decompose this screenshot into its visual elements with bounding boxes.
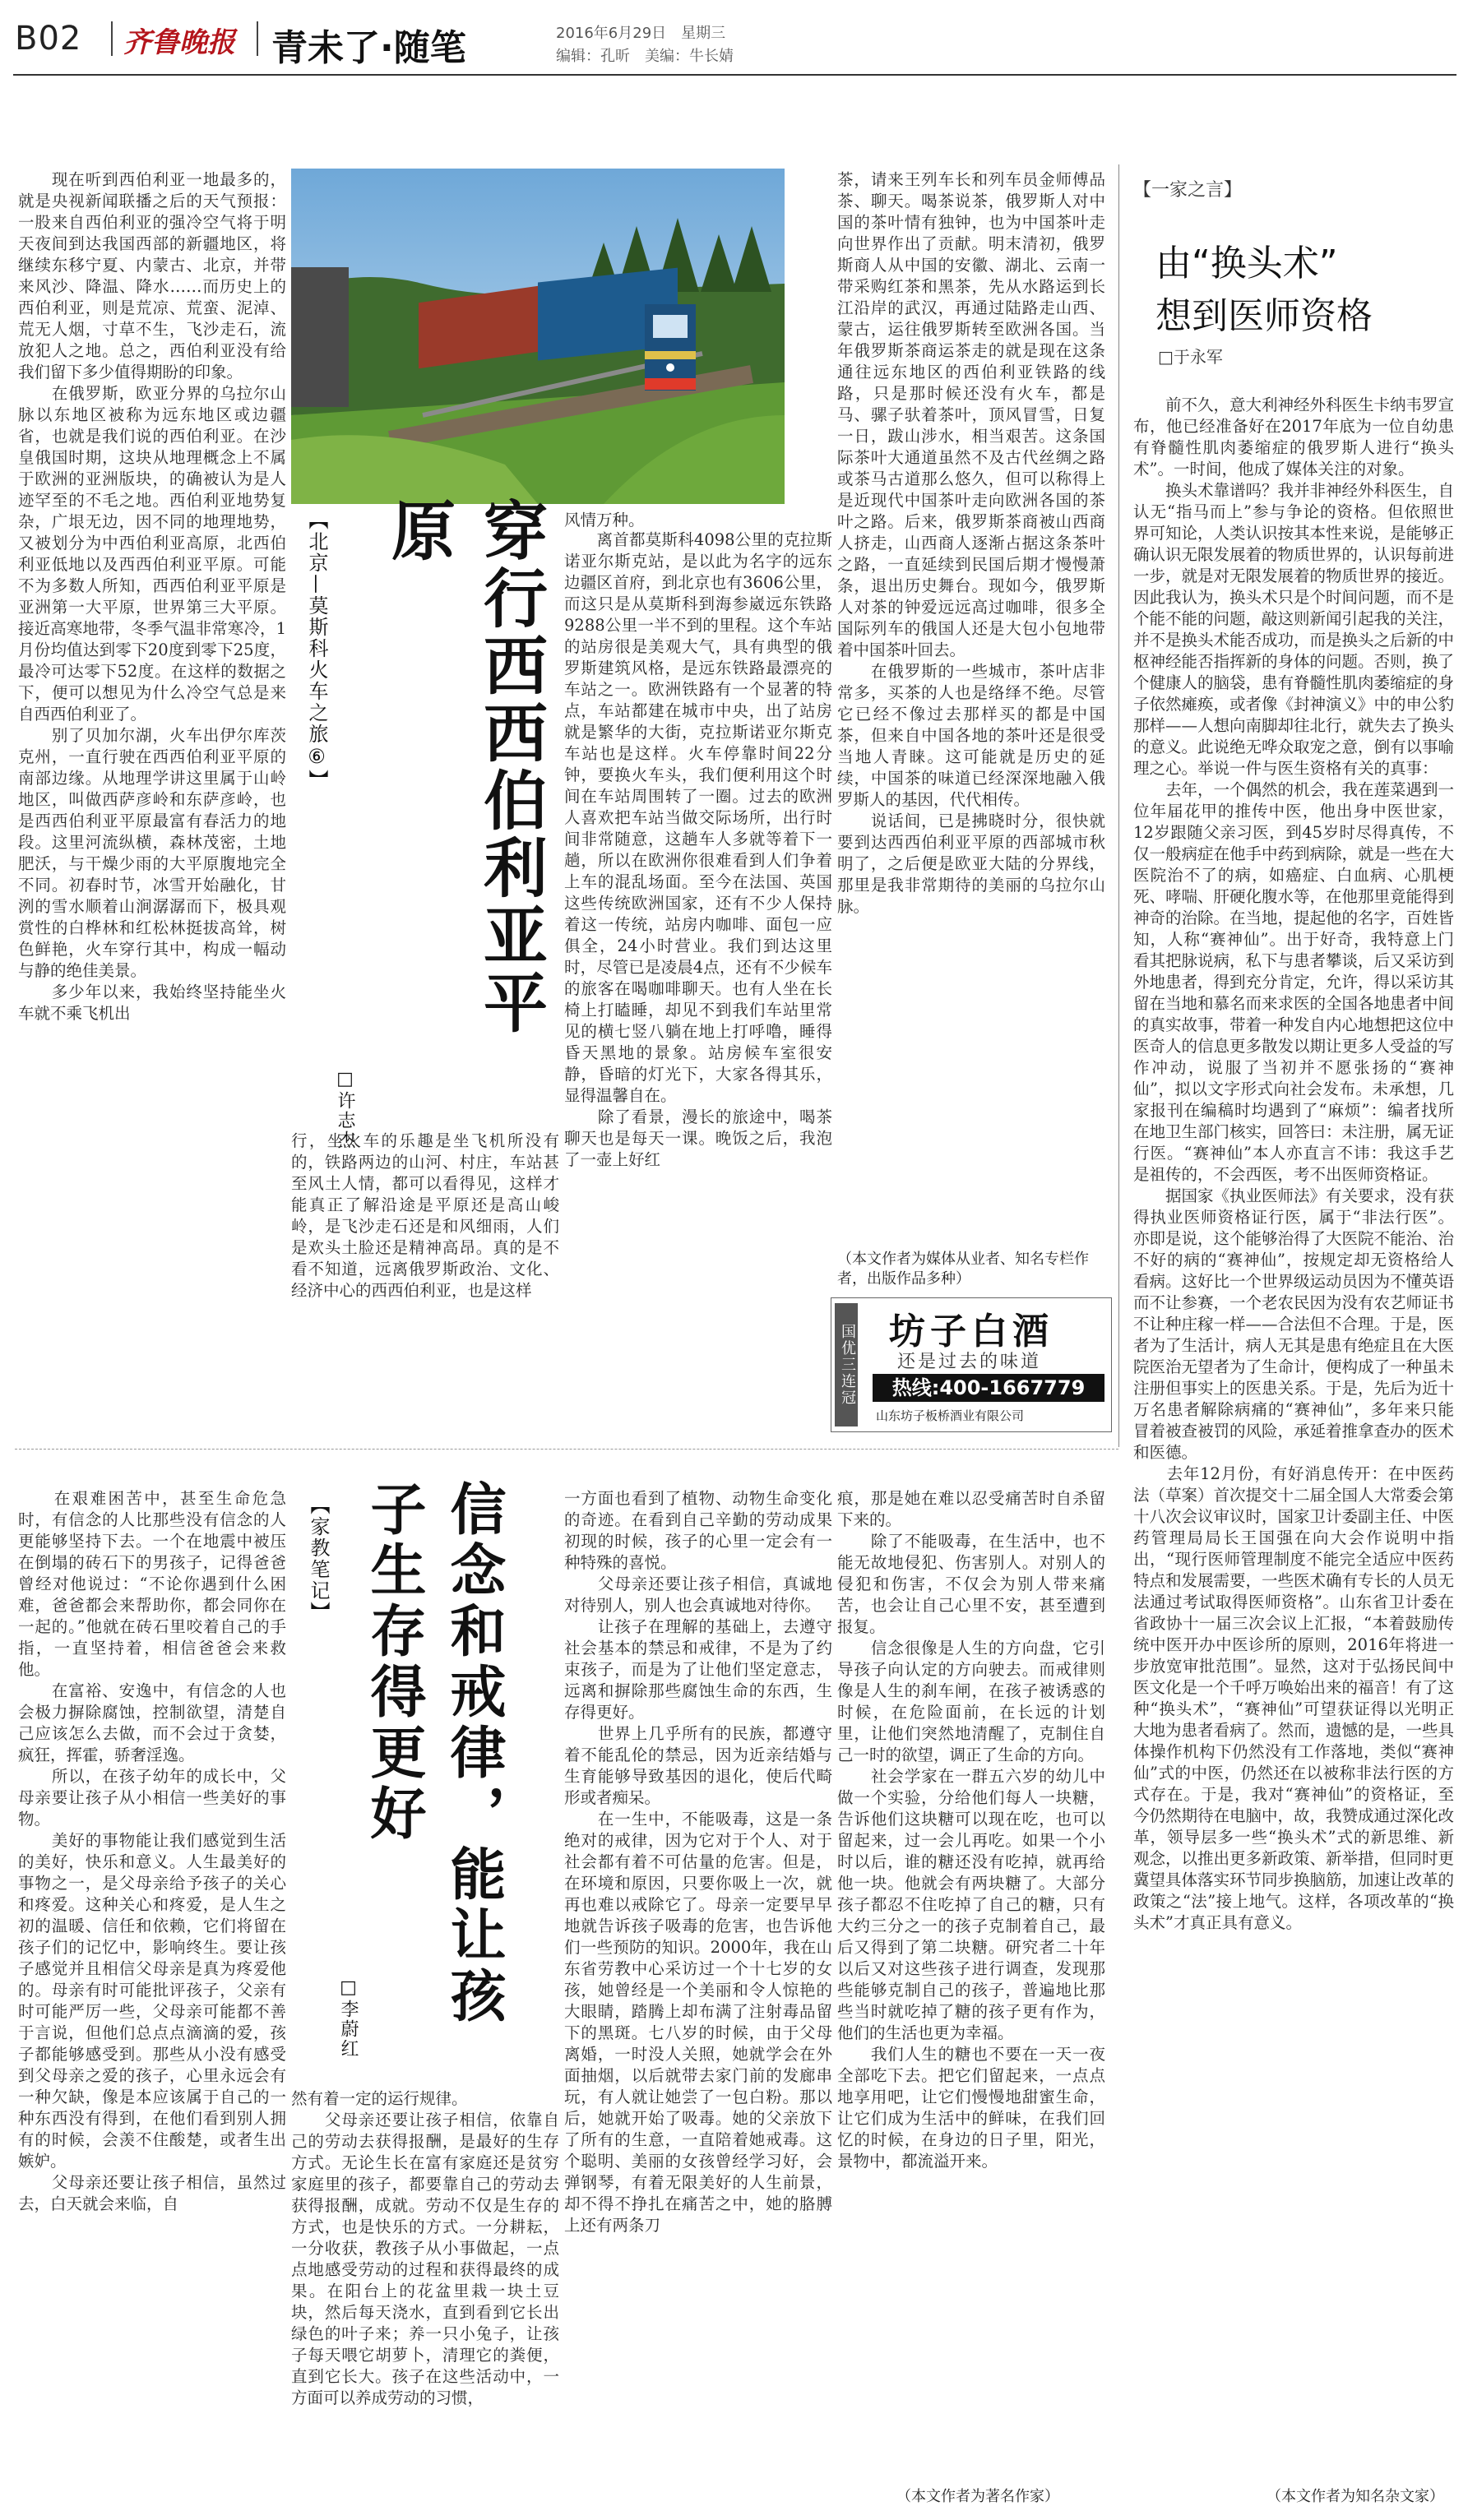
article1-col3-top: 风情万种。 bbox=[564, 511, 645, 529]
header-rule bbox=[13, 74, 1456, 76]
issue-date: 2016年6月29日 星期三 bbox=[556, 25, 726, 42]
page-number: B02 bbox=[15, 20, 82, 58]
editor-credits: 编辑：孔昕 美编：牛长婧 bbox=[556, 48, 734, 65]
ad-side-label: 国优三连冠 bbox=[835, 1303, 858, 1426]
header-divider-2 bbox=[257, 21, 258, 56]
series-tag: 【北京—莫斯科火车之旅⑥】 bbox=[305, 510, 328, 791]
ad-company: 山东坊子板桥酒业有限公司 bbox=[876, 1408, 1025, 1423]
article1-col4: 茶，请来王列车长和列车员金师傅品茶、聊天。喝茶说茶，俄罗斯人对中国的茶叶情有独钟，也为中国茶叶走向世界作出了贡献。明末清初，俄罗斯商人从中国的安徽、湖北、云南一带采购红茶和黑茶，先从水路运到长江沿岸的武汉，再通过陆路走山西、蒙古，运往俄罗斯转至欧洲各国。当年俄罗斯茶商运茶走的就是现在这条通往远东地区的西伯利亚铁路的线路，只是那时候还没有火车，都是马、骡子驮着茶叶，顶风冒雪，日复一日，跋山涉水，相当艰苦。这条国际茶叶大通道虽然不及古代丝绸之路或茶马古道那么悠久，但可以称得上是近现代中国茶叶走向欧洲各国的茶叶之路。后来，俄罗斯茶商被山西商人挤走，山西商人逐渐占据这条茶叶之路，一直延续到民国后期才慢慢萧条，退出历史舞台。现如今，俄罗斯人对茶的钟爱远远高过咖啡，很多全国际列车的俄国人还是大包小包地带着中国茶叶回去。 在俄罗斯的一些城市，茶叶店非常多，买茶的人也是络绎不绝。尽管它已经不像过去那样买的都是中国茶，但来自中国各地的茶叶还是很受当地人青睐。这可能就是历史的延续，中国茶的味道已经深深地融入俄罗斯人的基因，代代相传。 说话间，已是拂晓时分，很快就要到达西西伯利亚平原的西部城市秋明了，之后便是欧亚大陆的分界线，那里是我非常期待的美丽的乌拉尔山脉。 bbox=[837, 170, 1105, 916]
article3-author: □李蔚红 bbox=[338, 1977, 359, 2059]
liquor-advertisement bbox=[831, 1297, 1112, 1432]
ad-hotline: 热线:400-1667779 bbox=[873, 1374, 1104, 1402]
article3-col2: 然有着一定的运行规律。 父母亲还要让孩子相信，依靠自己的劳动去获得报酬，是最好的生存方式。无论生长在富有家庭还是贫穷家庭里的孩子，都要靠自己的劳动去获得报酬，成就。劳动不仅是生存的方式，也是快乐的方式。一分耕耘，一分收获，教孩子从小事做起，一点点地感受劳动的过程和获得最终的成果。在阳台上的花盆里栽一块土豆块，然后每天浇水，直到看到它长出绿色的叶子来；养一只小兔子，让孩子每天喂它胡萝卜，清理它的粪便，直到它长大。孩子在这些活动中，一方面可以养成劳动的习惯， bbox=[291, 2089, 559, 2407]
article3-title bbox=[354, 1480, 543, 2039]
section-title: 青未了·随笔 bbox=[271, 27, 466, 69]
ad-brand: 坊子白酒 bbox=[889, 1311, 1054, 1352]
page-header bbox=[0, 0, 1468, 72]
article3-kicker: 【家教笔记】 bbox=[307, 1495, 330, 1623]
article1-title: 穿行西西伯利亚平原 bbox=[381, 497, 547, 1037]
section-divider bbox=[15, 1449, 1118, 1450]
article2-footnote: （本文作者为知名杂文家） bbox=[1267, 2488, 1444, 2505]
article3-col4: 痕，那是她在难以忍受痛苦时自杀留下来的。 除了不能吸毒，在生活中，也不能无故地侵犯、伤害别人。对别人的侵犯和伤害，不仅会为别人带来痛苦，也会让自己心里不安，甚至遭到报复。 信念很像是人生的方向盘，它引导孩子向认定的方向驶去。而戒律则像是人生的刹车闸，在孩子被诱惑的时候，在危险面前，在长远的计划里，让他们突然地清醒了，克制住自己一时的欲望，调正了生命的方向。 社会学家在一群五六岁的幼儿中做一个实验，分给他们每人一块糖，告诉他们这块糖可以现在吃，也可以留起来，过一会儿再吃。如果一个小时以后，谁的糖还没有吃掉，就再给他一块。他就会有两块糖了。大部分孩子都忍不住吃掉了自己的糖，只有大约三分之一的孩子克制着自己，最后又得到了第二块糖。研究者二十年以后又对这些孩子进行调查，发现那些能够克制自己的孩子，普遍地比那些当时就吃掉了糖的孩子更有作为，他们的生活也更为幸福。 我们人生的糖也不要在一天一夜全部吃下去。把它们留起来，一点点地享用吧，让它们慢慢地甜蜜生命，让它们成为生活中的鲜味，在我们回忆的时候，在身边的日子里，阳光，景物中，都流溢开来。 bbox=[837, 1489, 1105, 2171]
article1-author: □许志杰 bbox=[335, 1069, 355, 1150]
article3-footnote: （本文作者为著名作家） bbox=[896, 2488, 1059, 2505]
header-divider bbox=[111, 21, 113, 56]
article2-author: □于永军 bbox=[1158, 347, 1223, 367]
article2-title-line1: 由“换头术” bbox=[1155, 243, 1338, 284]
article3-col3: 一方面也看到了植物、动物生命变化的奇迹。在看到自己辛勤的劳动成果初现的时候，孩子的心里一定会有一种特殊的喜悦。 父母亲还要让孩子相信，真诚地对待别人，别人也会真诚地对待你。 让孩子在理解的基础上，去遵守社会基本的禁忌和戒律，不是为了约束孩子，而是为了让他们坚定意志，远离和摒除那些腐蚀生命的东西，生存得更好。 世界上几乎所有的民族，都遵守着不能乱伦的禁忌，因为近亲结婚与生育能够导致基因的退化，使后代畸形或者痴呆。 在一生中，不能吸毒，这是一条绝对的戒律，因为它对于个人、对于社会都有着不可估量的危害。但是，在环境和原因，只要你吸上一次，就再也难以戒除它了。母亲一定要早早地就告诉孩子吸毒的危害，也告诉他们一些预防的知识。2000年，我在山东省劳教中心采访过一个十七岁的女孩，她曾经是一个美丽和令人惊艳的大眼睛，踏腾上却布满了注射毒品留下的黑斑。七八岁的时候，由于父母离婚，一时没人关照，她就学会在外面抽烟，以后就带去家门前的发廊串玩，有人就让她尝了一包白粉。那以后，她就开始了吸毒。她的父亲放下了所有的生意，一直陪着她戒毒。这个聪明、美丽的女孩曾经学习好，会弹钢琴，有着无限美好的人生前景，却不得不挣扎在痛苦之中，她的胳膊上还有两条刀 bbox=[564, 1489, 832, 2235]
article2-body: 前不久，意大利神经外科医生卡纳韦罗宣布，他已经准备好在2017年底为一位自幼患有脊髓性肌肉萎缩症的俄罗斯人进行“换头术”。一时间，他成了媒体关注的对象。 换头术靠谱吗？我并非神经外科医生，自认无“指马而上”参与争论的资格。但依照世界可知论，人类认识按其本性来说，是能够正确认识无限发展着的物质世界的，认识每前进一步，就是对无限发展着的物质世界的接近。因此我认为，换头术只是个时间问题，而不是个能不能的问题，敲这则新闻引起我的关注，并不是换头术能否成功，而是换头之后新的中枢神经能否指挥新的身体的问题。否则，换了个健康人的脑袋，患有脊髓性肌肉萎缩症的身子依然瘫痪，或者像《封神演义》中的申公豹那样——人想向南脚却往北行，就失去了换头的意义。此说绝无哗众取宠之意，倒有以事喻理之心。举说一件与医生资格有关的真事： 去年，一个偶然的机会，我在莲菜遇到一位年届花甲的推传中医，他出身中医世家，12岁跟随父亲习医，到45岁时尽得真传，不仅一般病症在他手中药到病除，就是一些在大医院治不了的病，如癌症、白血病、心肌梗死、哮喘、肝硬化腹水等，在他那里竟能得到神奇的治除。在当地，提起他的名字，百姓皆知，人称“赛神仙”。出于好奇，我特意上门看其把脉说病，私下与患者攀谈，后又采访到外地患者，得到充分肯定，允许，得以采访其留在当地和慕名而来求医的全国各地患者中间的真实故事，带着一种发自内心地想把这位中医奇人的信息更多散发以期让更多人受益的写作冲动，说服了当初并不愿张扬的“赛神仙”，拟以文字形式向社会发布。未承想，几家报刊在编稿时均遇到了“麻烦”：编者找所在地卫生部门核实，回答曰：未注册，属无证行医。“赛神仙”本人亦直言不讳：我这手艺是祖传的，不会西医，考不出医师资格证。 据国家《执业医师法》有关要求，没有获得执业医师资格证行医，属于“非法行医”。亦即是说，这个能够治得了大医院不能治、治不好的病的“赛神仙”，按规定却无资格给人看病。这好比一个世界级运动员因为不懂英语而不让参赛，一个老农民因为没有农艺师证书不让种庄稼一样——合法但不合理。于是，医者为了生活计，病人无其是患有绝症且在大医院医治无望者为了生命计，便构成了一种虽未注册但事实上的医患关系。于是，先后为近十万名患者解除病痛的“赛神仙”，多年来只能冒着被查被罚的风险，承延着推拿查办的医术和医德。 去年12月份，有好消息传开：在中医药法（草案）首次提交十二届全国人大常委会第十八次会议审议时，国家卫计委副主任、中医药管理局局长王国强在向大会作说明中指出，“现行医师管理制度不能完全适应中医药特点和发展需要，一些医术确有专长的人员无法通过考试取得医师资格”。山东省卫计委在省政协十一届三次会议上汇报，“本着鼓励传统中医开办中医诊所的原则，2016年将进一步放宽审批范围”。显然，这对于弘扬民间中医文化是一个千呼万唤始出来的福音！有了这种“换头术”，“赛神仙”可望获证得以光明正大地为患者看病了。然而，遗憾的是，一些具体操作机构下仍然没有工作落地，类似“赛神仙”式的中医，仍然还在以被称非法行医的方式存在。于是，我对“赛神仙”的资格证，至今仍然期待在电脑中，故，我赞成通过深化改革，领导层多一些“换头术”式的新思维、新观念，以推出更多新政策、新举措，但同时更冀望具体落实环节同步换脑筋，加速让改革的政策之“法”接上地气。这样，各项改革的“换头术”才真正具有意义。 bbox=[1133, 395, 1454, 1932]
article3-col1: 在艰难困苦中，甚至生命危急时，有信念的人比那些没有信念的人更能够坚持下去。一个在地震中被压在倒塌的砖石下的男孩子，记得爸爸曾经对他说过：“不论你遇到什么困难，爸爸都会来帮助你，都会同你在一起的。”他就在砖石里咬着自己的手指，一直坚持着，相信爸爸会来救他。 在富裕、安逸中，有信念的人也会极力摒除腐蚀，控制欲望，清楚自己应该怎么去做，而不会过于贪婪，疯狂，挥霍，骄奢淫逸。 所以，在孩子幼年的成长中，父母亲要让孩子从小相信一些美好的事物。 美好的事物能让我们感觉到生活的美好，快乐和意义。人生最美好的事物之一，是父母亲给予孩子的关心和疼爱。这种关心和疼爱，是人生之初的温暖、信任和依赖，它们将留在孩子们的记忆中，影响终生。要让孩子感觉并且相信父母亲是真为疼爱他的。母亲有时可能批评孩子，父亲有时可能严厉一些，父母亲可能都不善于言说，但他们总点点滴滴的爱，孩子都能够感受到。那些从小没有感受到父母亲之爱的孩子，心里永远会有一种欠缺，像是本应该属于自己的一种东西没有得到，在他们看到别人拥有的时候，会羡不住酸楚，或者生出嫉妒。 父母亲还要让孩子相信，虽然过去，白天就会来临，自 bbox=[18, 1489, 286, 2213]
article1-footnote: （本文作者为媒体从业者、知名专栏作者，出版作品多种） bbox=[837, 1251, 1089, 1288]
article1-col2: 行，坐火车的乐趣是坐飞机所没有的，铁路两边的山河、村庄，车站甚至风土人情，都可以看得见，这样才能真正了解沿途是平原还是高山峻岭，是飞沙走石还是和风细雨，人们是欢头土脸还是精神高昂。真的是不看不知道，远离俄罗斯政治、文化、经济中心的西西伯利亚，也是这样 bbox=[291, 1131, 559, 1300]
column-rule bbox=[1118, 164, 1119, 1447]
article1-col3: 离首都莫斯科4098公里的克拉斯诺亚尔斯克站，是以此为名字的远东边疆区首府，到北京也有3606公里，而这只是从莫斯科到海参崴远东铁路9288公里一半不到的里程。这个车站的站房很是美观大气，具有典型的俄罗斯建筑风格，是远东铁路最漂亮的车站之一。欧洲铁路有一个显著的特点，车站都建在城市中央，出了站房就是繁华的大街，克拉斯诺亚尔斯克车站也是这样。火车停靠时间22分钟，要换火车头，我们便利用这个时间在车站周围转了一圈。过去的欧洲人喜欢把车站当做交际场所，出行时间非常随意，这趟车人多就等着下一趟，所以在欧洲你很难看到人们争着上车的混乱场面。至今在法国、英国这些传统欧洲国家，还有不少人保持着这一传统，站房内咖啡、面包一应俱全，24小时营业。我们到达这里时，尽管已是凌晨4点，还有不少候车的旅客在喝咖啡聊天。也有人坐在长椅上打瞌睡，却见不到我们车站里常见的横七竖八躺在地上打呼噜，睡得昏天黑地的景象。站房候车室很安静，昏暗的灯光下，大家各得其乐，显得温馨自在。 除了看景，漫长的旅途中，喝茶聊天也是每天一课。晚饭之后，我泡了一壶上好红 bbox=[564, 530, 832, 1169]
article3-title-text: 信念和戒律，能让孩子生存得更好 bbox=[361, 1480, 506, 2028]
article2-kicker: 【一家之言】 bbox=[1133, 180, 1243, 201]
train-photo bbox=[291, 169, 785, 504]
article2-title-line2: 想到医师资格 bbox=[1155, 295, 1373, 337]
paper-logo: 齐鲁晚报 bbox=[123, 26, 235, 59]
ad-slogan: 还是过去的味道 bbox=[897, 1352, 1042, 1372]
article1-col1: 现在听到西伯利亚一地最多的，就是央视新闻联播之后的天气预报：一股来自西伯利亚的强冷空气将于明天夜间到达我国西部的新疆地区，将继续东移宁夏、内蒙古、北京，并带来风沙、降温、降水……而历史上的西伯利亚，则是荒凉、荒蛮、泥淖、荒无人烟，寸草不生，飞沙走石，流放犯人之地。总之，西伯利亚没有给我们留下多少值得期盼的印象。 在俄罗斯，欧亚分界的乌拉尔山脉以东地区被称为远东地区或边疆省，也就是我们说的西伯利亚。在沙皇俄国时期，这块从地理概念上不属于欧洲的亚洲版块，的确被认为是人迹罕至的不毛之地。西伯利亚地势复杂，广垠无边，因不同的地理地势，又被划分为中西伯利亚高原，北西伯利亚低地以及西西伯利亚平原。可能不为多数人所知，西西伯利亚平原是亚洲第一大平原，世界第三大平原。接近高寒地带，冬季气温非常寒冷，1月份均值达到零下20度到零下25度，最冷可达零下52度。在这样的数据之下，便可以想见为什么冷空气总是来自西西伯利亚了。 别了贝加尔湖，火车出伊尔库茨克州，一直行驶在西西伯利亚平原的南部边缘。从地理学讲这里属于山岭地区，叫做西萨彦岭和东萨彦岭，也是西西伯利亚平原最富有春活力的地段。这里河流纵横，森林茂密，土地肥沃，与干燥少雨的大平原腹地完全不同。初春时节，冰雪开始融化，甘洌的雪水顺着山涧潺潺而下，极具观赏性的白桦林和红松林挺拔高耸，树色鲜艳，火车穿行其中，构成一幅动与静的绝佳美景。 多少年以来，我始终坚持能坐火车就不乘飞机出 bbox=[18, 170, 286, 1023]
